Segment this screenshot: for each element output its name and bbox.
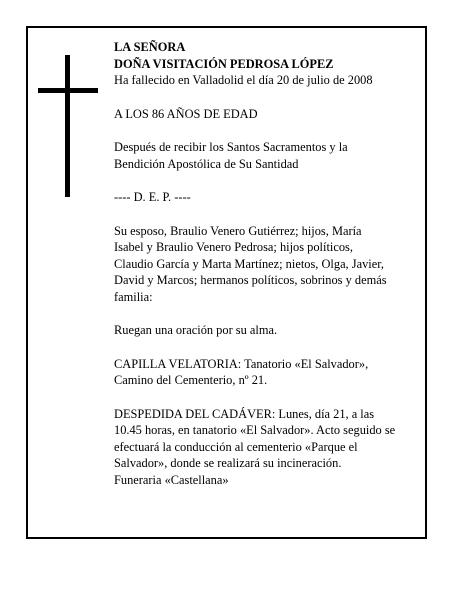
chapel-location: Tanatorio «El Salvador», [241,356,369,371]
family-line: Isabel y Braulio Venero Pedrosa; hijos políticos, [114,240,353,254]
family-line: David y Marcos; hermanos políticos, sobrinos y demás [114,273,387,287]
farewell-line [114,406,426,423]
family-line: Claudio García y Marta Martínez; nietos, Olga, Javier, [114,256,384,271]
age-line: A LOS 86 AÑOS DE EDAD [114,106,258,121]
farewell-detail: Salvador», donde se realizará su incineración. [114,456,342,470]
farewell-detail: 10.45 horas, en tanatorio «El Salvador». Acto seguido se [114,423,396,437]
funeral-home-line: Funeraria «Castellana» [114,472,229,487]
deceased-name: DOÑA VISITACIÓN PEDROSA LÓPEZ [114,56,334,71]
chapel-line [114,356,426,373]
latin-cross-icon [38,55,98,197]
farewell-detail: efectuará la conducción al cementerio «Parque el [114,439,358,454]
sacraments-line: Después de recibir los Santos Sacramentos y la [114,140,348,154]
sacraments-line: Bendición Apostólica de Su Santidad [114,156,299,171]
farewell-label: DESPEDIDA DEL CADÁVER: [114,406,276,421]
death-notice-line: Ha fallecido en Valladolid el día 20 de julio de 2008 [114,73,373,87]
obituary-text [114,39,426,488]
rip-line: ---- D. E. P. ---- [114,190,191,204]
cross-vertical-bar [65,55,70,197]
prayer-line: Ruegan una oración por su alma. [114,323,278,337]
cross-horizontal-bar [38,88,98,93]
family-line: familia: [114,289,153,304]
farewell-date: Lunes, día 21, a las [275,406,375,421]
chapel-label: CAPILLA VELATORIA: [114,356,242,371]
title-line: LA SEÑORA [114,40,186,54]
family-line: Su esposo, Braulio Venero Gutiérrez; hijos, María [114,223,362,238]
chapel-address: Camino del Cementerio, nº 21. [114,373,268,387]
